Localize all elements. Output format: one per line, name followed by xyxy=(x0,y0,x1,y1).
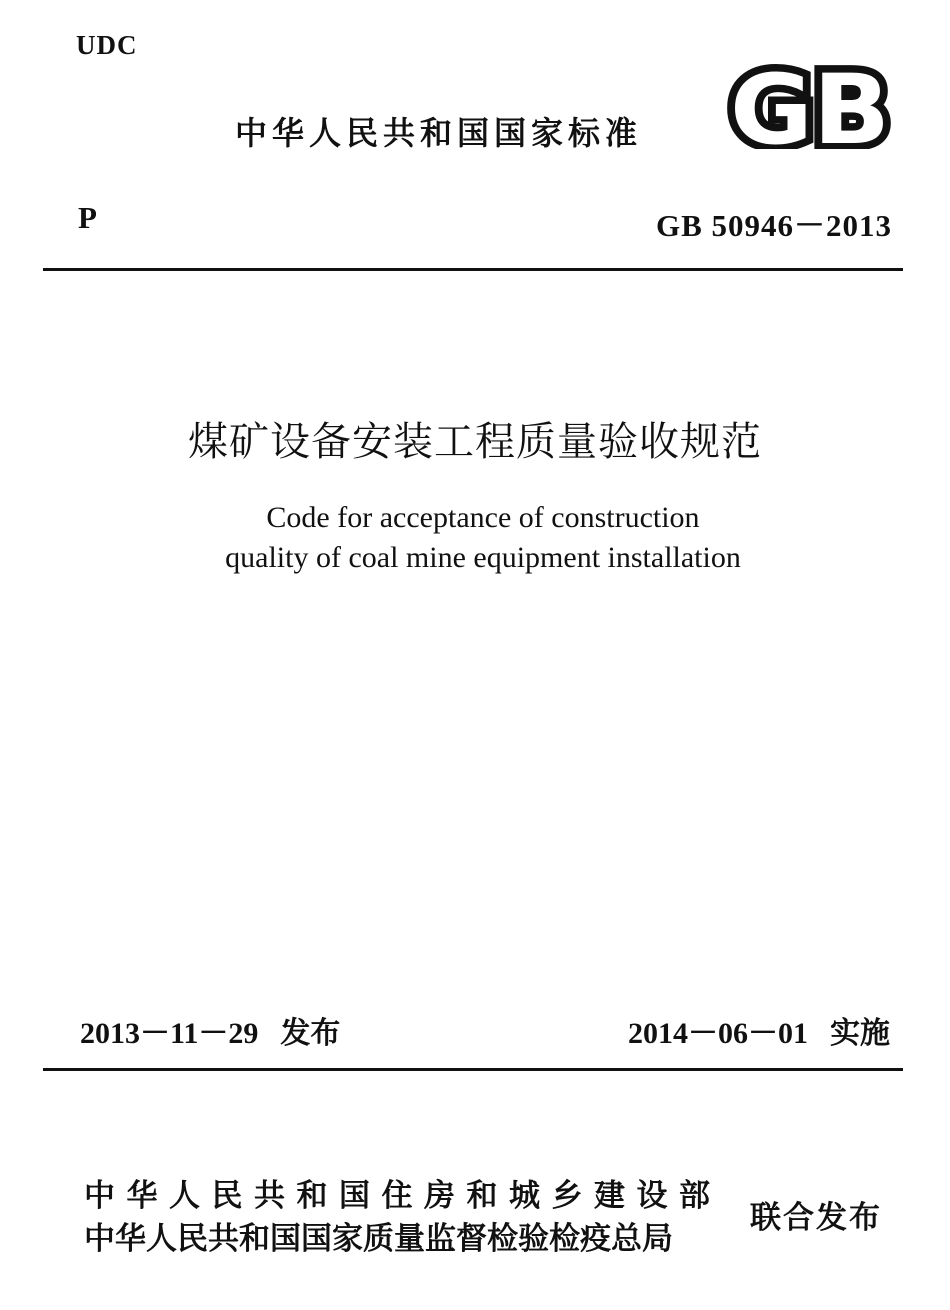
issue-date-block xyxy=(80,1008,340,1052)
issuer-administration: 中华人民共和国国家质量监督检验检疫总局 xyxy=(84,1221,673,1257)
effective-label: 实施 xyxy=(830,1016,890,1051)
gb-logo-text: GB xyxy=(730,63,890,149)
title-english-line1: Code for acceptance of construction xyxy=(266,501,700,534)
effective-date: 2014－06－01 xyxy=(628,1017,808,1050)
issue-date: 2013－11－29 xyxy=(80,1017,259,1050)
classification-code: P xyxy=(78,200,97,235)
issue-label: 发布 xyxy=(280,1016,341,1051)
effective-date-block xyxy=(628,1008,890,1052)
gb-logo-icon xyxy=(727,63,893,149)
bottom-divider xyxy=(43,1068,903,1071)
udc-label: UDC xyxy=(76,30,138,60)
title-english-line2: quality of coal mine equipment installation xyxy=(225,541,741,574)
joint-issue-label: 联合发布 xyxy=(750,1200,882,1236)
title-chinese: 煤矿设备安装工程质量验收规范 xyxy=(188,419,762,465)
standard-name: 中华人民共和国国家标准 xyxy=(235,114,643,152)
issuer-ministry: 中华人民共和国住房和城乡建设部 xyxy=(84,1178,722,1214)
standard-number: GB 50946－2013 xyxy=(655,208,892,243)
top-divider xyxy=(43,268,903,271)
